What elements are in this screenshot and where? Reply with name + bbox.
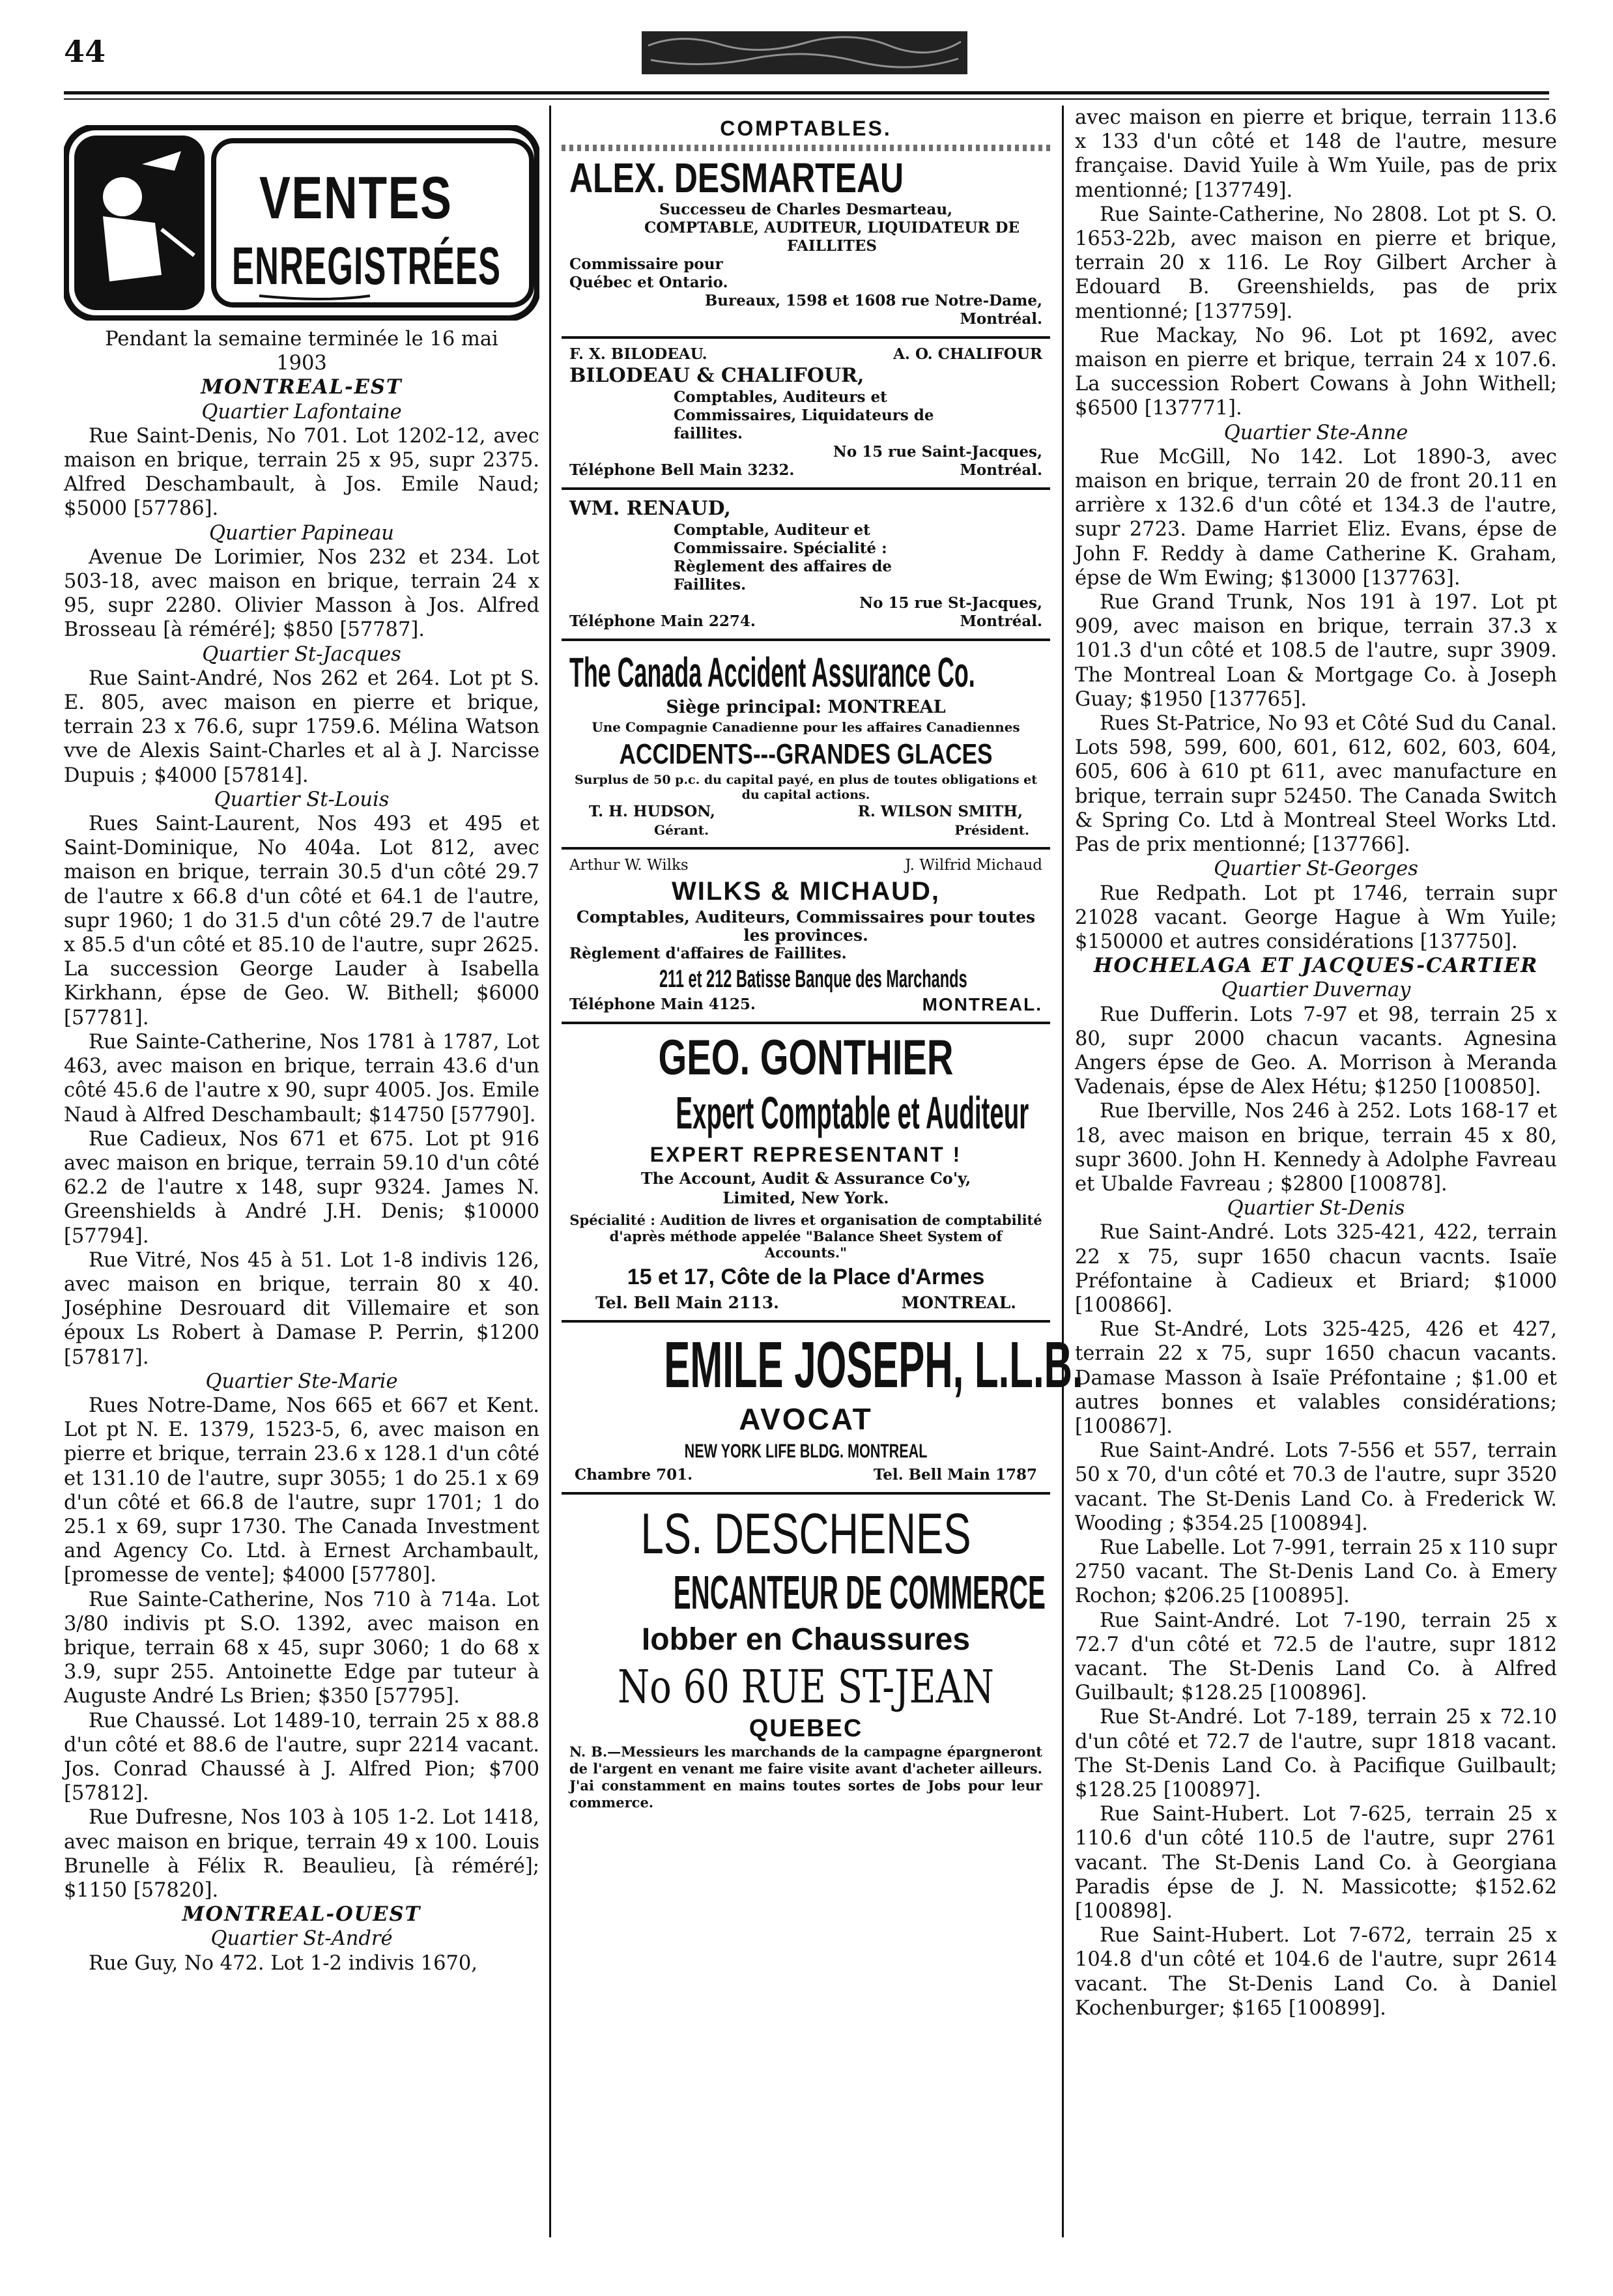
district-heading: MONTREAL-EST: [201, 375, 403, 399]
desmarteau-title: COMPTABLE, AUDITEUR, LIQUIDATEUR DE FAILLITES: [644, 219, 1020, 255]
listing-entry: Rue Guy, No 472. Lot 1-2 indivis 1670,: [89, 1951, 478, 1975]
listing-entry: Rue Grand Trunk, Nos 191 à 197. Lot pt 909, avec maison en brique, terrain 37.3 x 101.3 d'un côté et 108.5 de l'autre, supr 3909. The Montreal Loan & Mortgage Co. à Joseph Guay; $1950 [137765].: [1075, 591, 1557, 711]
listing-entry: Rue Mackay, No 96. Lot pt 1692, avec maison en pierre et brique, terrain 24 x 107.6. La succession Robert Cowans à John Withell; $6500 [137771].: [1075, 324, 1557, 420]
canada-surplus: Surplus de 50 p.c. du capital payé, en plus de toutes obligations et du capital actions.: [574, 773, 1038, 802]
col3-body: [1075, 106, 1557, 2020]
bilodeau-city: Montréal.: [960, 461, 1042, 479]
deschenes-name: LS. DESCHENES: [640, 1501, 971, 1566]
listing-entry: Avenue De Lorimier, Nos 232 et 234. Lot 503-18, avec maison en brique, terrain 24 x 95, supr 2280. Olivier Masson à Jos. Alfred Brosseau [à réméré]; $850 [57787].: [64, 545, 539, 642]
bilodeau-addr: No 15 rue Saint-Jacques,: [833, 443, 1042, 461]
listing-entry: Rue Saint-Hubert. Lot 7-625, terrain 25 x 110.6 d'un côté 110.5 de l'autre, supr 2761 vacant. The St-Denis Land Co. à Georgiana Paradis épse de J. N. Massicotte; $152.62 [100898].: [1075, 1803, 1557, 1923]
column-middle: [562, 106, 1083, 1819]
quarter-heading: Quartier St-Georges: [1214, 857, 1418, 881]
ad-deschenes: [562, 1495, 1050, 1819]
page-number: 44: [64, 34, 106, 69]
gonthier-title: Expert Comptable et Auditeur: [676, 1087, 1029, 1138]
listing-entry: Rue Iberville, Nos 246 à 252. Lots 168-17 et 18, avec maison en brique, terrain 45 x 80, supr 3600. John H. Kennedy à Adolphe Favreau et Ubalde Favreau ; $2800 [100878].: [1075, 1100, 1557, 1196]
listing-entry: Rue Saint-André. Lot 7-190, terrain 25 x 72.7 d'un côté et 72.5 de l'autre, supr 1812 vacant. The St-Denis Land Co. à Alfred Guilbault; $128.25 [100896].: [1075, 1609, 1557, 1705]
ad-canada-accident: [562, 641, 1050, 850]
ventes-enregistrees-logo: [64, 125, 539, 321]
date-line: 1903: [276, 352, 327, 375]
quarter-heading: Quartier Lafontaine: [201, 400, 402, 423]
renaud-addr: No 15 rue St-Jacques,: [859, 594, 1042, 612]
comptables-heading: COMPTABLES.: [720, 117, 892, 140]
quarter-heading: Quartier Ste-Anne: [1223, 421, 1408, 444]
canada-r1: Gérant.: [654, 822, 709, 838]
listing-entry: Rue Chaussé. Lot 1489-10, terrain 25 x 88.8 d'un côté et 88.6 de l'autre, supr 2214 vacant. Jos. Conrad Chaussé à J. Alfred Pion; $700 [57812].: [64, 1709, 539, 1805]
listing-entry: Rue Vitré, Nos 45 à 51. Lot 1-8 indivis 126, avec maison en brique, terrain 80 x 40. Joséphine Desrouard dit Villemaire et son époux Ls Robert à Damase P. Perrin, $1200 [57817].: [64, 1248, 539, 1369]
deschenes-title: ENCANTEUR DE COMMERCE: [673, 1567, 1046, 1619]
wilks-desc: Comptables, Auditeurs, Commissaires pour toutes les provinces.: [576, 908, 1036, 945]
district-heading: HOCHELAGA ET JACQUES-CARTIER: [1093, 954, 1539, 978]
listing-entry: Rue Dufferin. Lots 7-97 et 98, terrain 25 x 80, supr 2000 chacun vacants. Agnesina Angers épse de Geo. A. Morrison à Meranda Vadenais, épse de Alex Hétu; $1250 [100850].: [1075, 1003, 1557, 1099]
ad-desmarteau: [562, 155, 1050, 339]
renaud-desc: Comptable, Auditeur et Commissaire. Spécialité : Règlement des affaires de Faillites.: [674, 521, 892, 594]
listing-entry: Rues Saint-Laurent, Nos 493 et 495 et Saint-Dominique, No 404a. Lot 812, avec maison en brique, terrain 30.5 d'un côté 29.7 de l'autre x 66.8 d'un côté et 64.1 de l'autre, supr 1960; 1 do 31.5 d'un côté 29.7 de l'autre x 85.5 d'un côté et 85.10 de l'autre, supr 2625. La succession George Lauder à Isabella Kirkhann, épse de Geo. W. Bithell; $6000 [57781].: [64, 812, 539, 1029]
desmarteau-name: ALEX. DESMARTEAU: [569, 154, 904, 201]
listing-entry-continued: avec maison en pierre et brique, terrain 113.6 x 133 d'un côté et 148 de l'autre, mesure française. David Yuile à Wm Yuile, pas de prix mentionné; [137749].: [1075, 106, 1557, 202]
gonthier-rep: EXPERT REPRESENTANT !: [649, 1143, 962, 1166]
deschenes-sub: Iobber en Chaussures: [641, 1622, 971, 1657]
bilodeau-right: A. O. CHALIFOUR: [893, 345, 1042, 363]
canada-n2: R. WILSON SMITH,: [857, 803, 1023, 820]
joseph-ch: Chambre 701.: [575, 1466, 693, 1484]
listing-entry: Rue Saint-Hubert. Lot 7-672, terrain 25 x 104.8 d'un côté et 104.6 de l'autre, supr 2614 vacant. The St-Denis Land Co. à Daniel Kochenburger; $165 [100899].: [1075, 1924, 1557, 2020]
bilodeau-name: BILODEAU & CHALIFOUR,: [569, 364, 864, 387]
listing-entry: Rue Saint-Denis, No 701. Lot 1202-12, avec maison en brique, terrain 25 x 95, supr 2375. Alfred Deschambault, à Jos. Emile Naud; $5000 [57786].: [64, 424, 539, 521]
quarter-heading: Quartier Ste-Marie: [205, 1370, 398, 1393]
logo-line2: ENREGISTRÉES: [232, 237, 502, 296]
listing-entry: Rue Redpath. Lot pt 1746, terrain supr 21028 vacant. George Hague à Wm Yuile; $150000 et autres considérations [137750].: [1075, 882, 1557, 953]
gonthier-spec: Spécialité : Audition de livres et organisation de comptabilité d'après méthode appelée "Balance Sheet System of Accounts.": [569, 1212, 1042, 1261]
listing-entry: Rue Saint-André, Nos 262 et 264. Lot pt S. E. 805, avec maison en pierre et brique, terrain 23 x 76.6, supr 1759.6. Mélina Watson vve de Alexis Saint-Charles et al à J. Narcisse Dupuis ; $4000 [57814].: [64, 667, 539, 787]
bilodeau-left: F. X. BILODEAU.: [569, 345, 707, 363]
column-divider: [1062, 106, 1064, 2237]
joseph-tel: Tel. Bell Main 1787: [873, 1466, 1037, 1484]
ad-wilks-michaud: [562, 850, 1050, 1024]
date-line: Pendant la semaine terminée le 16 mai: [105, 328, 498, 351]
quarter-heading: Quartier Papineau: [209, 521, 394, 545]
desmarteau-addr: Bureaux, 1598 et 1608 rue Notre-Dame,: [704, 292, 1042, 309]
ad-emile-joseph: [562, 1323, 1083, 1495]
renaud-tel: Téléphone Main 2274.: [569, 612, 756, 630]
wilks-right: J. Wilfrid Michaud: [905, 857, 1042, 874]
deschenes-city: QUEBEC: [749, 1715, 863, 1742]
wilks-city: MONTREAL.: [922, 994, 1042, 1014]
listing-entry: Rue Saint-André. Lots 325-421, 422, terrain 22 x 75, supr 1650 chacun vacnts. Isaïe Préfontaine à Cadieux et Briard; $1000 [100866].: [1075, 1221, 1557, 1317]
col1-body: [64, 327, 539, 1975]
joseph-name: EMILE JOSEPH, L.L.B.: [664, 1328, 1083, 1401]
bilodeau-desc: Comptables, Auditeurs et Commissaires, Liquidateurs de faillites.: [674, 388, 934, 442]
masthead-logo: [642, 26, 967, 79]
ad-gonthier: [562, 1024, 1050, 1323]
column-left: [64, 106, 539, 1975]
deschenes-nb: N. B.—Messieurs les marchands de la campagne épargneront de l'argent en venant me faire visite avant d'acheter ailleurs. J'ai constamment en mains toutes sortes de Jobs pour leur commerce.: [569, 1744, 1042, 1811]
listing-entry: Rue Cadieux, Nos 671 et 675. Lot pt 916 avec maison en brique, terrain 59.10 d'un côté 62.2 de l'autre x 148, supr 9324. James N. Greenshields à André J.H. Denis; $10000 [57794].: [64, 1127, 539, 1248]
listing-entry: Rue Sainte-Catherine, No 2808. Lot pt S. O. 1653-22b, avec maison en pierre et brique, terrain 20 x 116. Le Roy Gilbert Archer à Edouard B. Greenshields, pas de prix mentionné; [137759].: [1075, 203, 1557, 323]
joseph-title: AVOCAT: [739, 1402, 873, 1436]
wavy-rule: [562, 145, 1050, 151]
canada-r2: Président.: [954, 822, 1029, 838]
ad-bilodeau: [562, 339, 1050, 490]
canada-siege: Siège principal: MONTREAL: [666, 697, 946, 717]
listing-entry: Rue St-André, Lots 325-425, 426 et 427, terrain 22 x 75, supr 1650 chacun vacants. Damase Masson à Isaïe Préfontaine ; $1.00 et autres bonnes et valables considérations; [100867].: [1075, 1318, 1557, 1438]
canada-sub: Une Compagnie Canadienne pour les affaires Canadiennes: [592, 719, 1020, 735]
quarter-heading: Quartier St-André: [210, 1927, 393, 1951]
renaud-city: Montréal.: [960, 612, 1042, 630]
header-rule: [64, 91, 1549, 100]
deschenes-addr: No 60 RUE ST-JEAN: [618, 1660, 994, 1714]
renaud-name: WM. RENAUD,: [569, 497, 731, 520]
ad-renaud: [562, 490, 1050, 641]
gonthier-tel: Tel. Bell Main 2113.: [595, 1293, 779, 1312]
wilks-addr: 211 et 212 Batisse Banque des Marchands: [659, 966, 967, 993]
wilks-left: Arthur W. Wilks: [569, 857, 689, 874]
canada-name: The Canada Accident Assurance Co.: [569, 649, 975, 696]
listing-entry: Rue McGill, No 142. Lot 1890-3, avec maison en brique, terrain 20 de front 20.11 en arrière x 132.6 d'un côté et 134.3 de l'autre, supr 2723. Dame Harriet Eliz. Evans, épse de John F. Reddy à dame Catherine K. Graham, épse de Wm Ewing; $13000 [137763].: [1075, 445, 1557, 590]
gonthier-addr: 15 et 17, Côte de la Place d'Armes: [627, 1265, 985, 1289]
quarter-heading: Quartier St-Louis: [214, 788, 390, 811]
wilks-tel: Téléphone Main 4125.: [569, 996, 756, 1013]
column-divider: [549, 106, 551, 2237]
listing-entry: Rue Labelle. Lot 7-991, terrain 25 x 110 supr 2750 vacant. The St-Denis Land Co. à Emery Rochon; $206.25 [100895].: [1075, 1536, 1557, 1608]
listing-entry: Rue Sainte-Catherine, Nos 1781 à 1787, Lot 463, avec maison en brique, terrain 43.6 d'un côté 45.6 de l'autre x 90, supr 4005. Jos. Emile Naud à Alfred Deschambault; $14750 [57790].: [64, 1030, 539, 1126]
column-right: [1075, 106, 1557, 2020]
listing-entry: Rue Dufresne, Nos 103 à 105 1-2. Lot 1418, avec maison en brique, terrain 49 x 100. Louis Brunelle à Félix R. Beaulieu, [à réméré]; $1150 [57820].: [64, 1806, 539, 1902]
listing-entry: Rues St-Patrice, No 93 et Côté Sud du Canal. Lots 598, 599, 600, 601, 612, 602, 603, 604, 605, 606 à 610 pt 611, avec manufacture en brique, terrain supr 52450. The Canada Switch & Spring Co. Ltd à Montreal Steel Works Ltd. Pas de prix mentionné; [137766].: [1075, 712, 1557, 857]
district-heading: MONTREAL-OUEST: [182, 1902, 421, 1927]
gonthier-name: GEO. GONTHIER: [658, 1030, 954, 1085]
quarter-heading: Quartier St-Jacques: [202, 642, 401, 666]
desmarteau-comm: Commissaire pour Québec et Ontario.: [569, 255, 728, 291]
gonthier-city: MONTREAL.: [901, 1293, 1016, 1312]
desmarteau-succ: Successeu de Charles Desmarteau,: [659, 201, 953, 218]
listing-entry: Rue Sainte-Catherine, Nos 710 à 714a. Lot 3/80 indivis pt S.O. 1392, avec maison en brique, terrain 68 x 45, supr 3060; 1 do 68 x 3.9, supr 255. Antoinette Edge par tuteur à Auguste André Ls Brien; $350 [57795].: [64, 1588, 539, 1708]
listing-entry: Rues Notre-Dame, Nos 665 et 667 et Kent. Lot pt N. E. 1379, 1523-5, 6, avec maison en pierre et brique, terrain 23.6 x 128.1 d'un côté et 131.10 de l'autre, supr 3055; 1 do 25.1 x 69 d'un côté et 66.8 de l'autre, supr 1701; 1 do 25.1 x 69, supr 1730. The Canada Investment and Agency Co. Ltd. à Ernest Archambault, [promesse de vente]; $4000 [57780].: [64, 1394, 539, 1587]
desmarteau-city: Montréal.: [960, 310, 1042, 328]
wilks-reg: Règlement d'affaires de Faillites.: [569, 945, 847, 962]
logo-line1: VENTES: [259, 165, 453, 231]
canada-big: ACCIDENTS---GRANDES GLACES: [619, 738, 993, 770]
listing-entry: Rue Saint-André. Lots 7-556 et 557, terrain 50 x 70, d'un côté et 70.3 de l'autre, supr 3520 vacant. The St-Denis Land Co. à Frederick W. Wooding ; $354.25 [100894].: [1075, 1439, 1557, 1535]
gonthier-co: The Account, Audit & Assurance Co'y, Limited, New York.: [640, 1169, 971, 1207]
quarter-heading: Quartier Duvernay: [1221, 979, 1411, 1002]
joseph-bldg: NEW YORK LIFE BLDG. MONTREAL: [684, 1441, 928, 1462]
bilodeau-tel: Téléphone Bell Main 3232.: [569, 461, 795, 479]
wilks-name: WILKS & MICHAUD,: [672, 877, 940, 906]
listing-entry: Rue St-André. Lot 7-189, terrain 25 x 72.10 d'un côté et 72.7 de l'autre, supr 1818 vacant. The St-Denis Land Co. à Pacifique Guilbault; $128.25 [100897].: [1075, 1706, 1557, 1802]
quarter-heading: Quartier St-Denis: [1227, 1197, 1405, 1220]
canada-n1: T. H. HUDSON,: [589, 803, 715, 820]
